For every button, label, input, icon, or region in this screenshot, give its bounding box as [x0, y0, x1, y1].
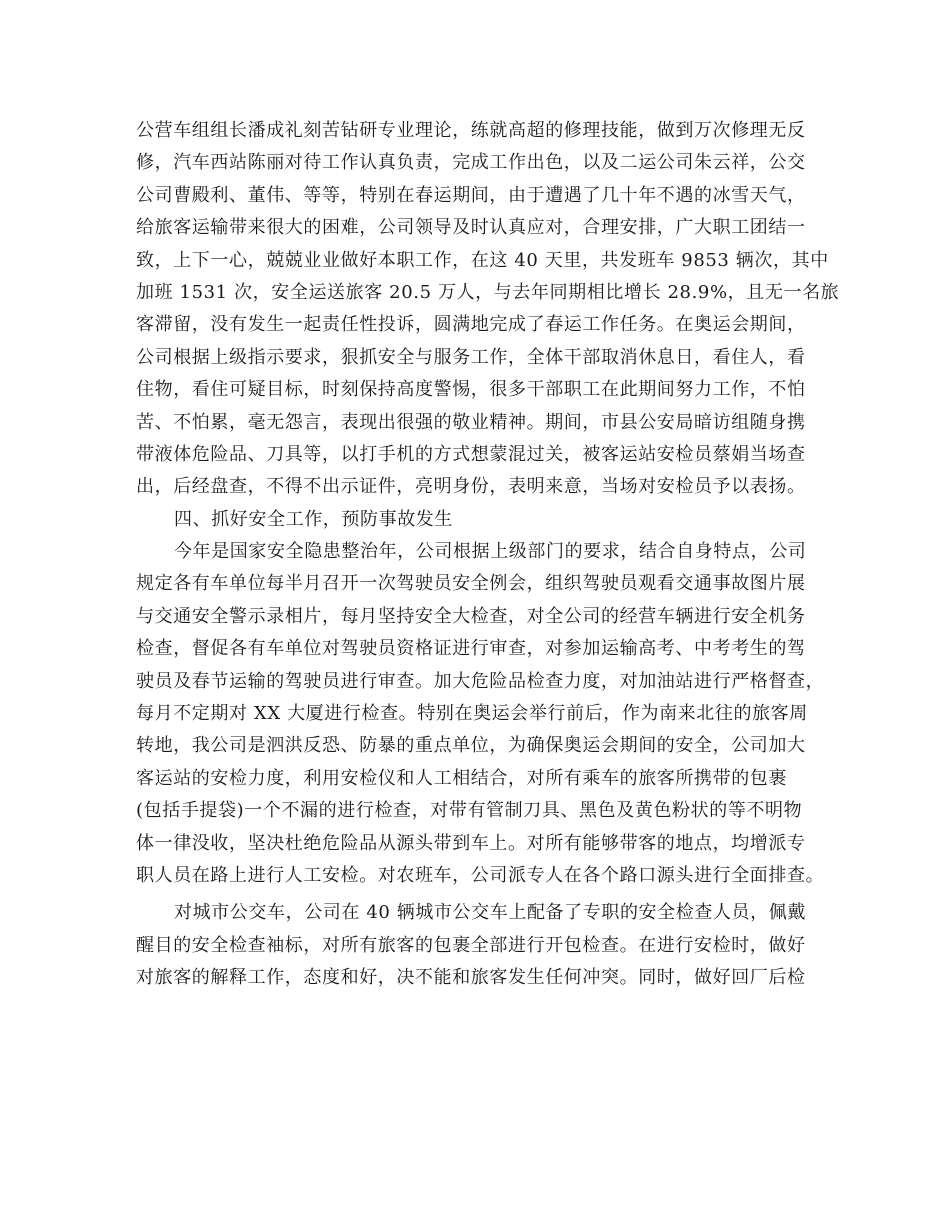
paragraph-bus	[136, 897, 826, 994]
text-line: 致，上下一心，兢兢业业做好本职工作，在这 40 天里，共发班车 9853 辆次，其中	[136, 249, 829, 271]
paragraph-continuation	[136, 115, 840, 504]
text-line: 规定各有车单位每半月召开一次驾驶员安全例会，组织驾驶员观看交通事故图片展	[136, 573, 806, 595]
text-line: 带液体危险品、刀具等，以打手机的方式想蒙混过关，被客运站安检员蔡娟当场查	[136, 443, 806, 465]
text-line: 驶员及春节运输的驾驶员进行审查。加大危险品检查力度，对加油站进行严格督查，	[136, 670, 825, 692]
text-line: 检查，督促各有车单位对驾驶员资格证进行审查，对参加运输高考、中考考生的驾	[136, 638, 806, 660]
text-line: 公营车组组长潘成礼刻苦钻研专业理论，练就高超的修理技能，做到万次修理无反	[136, 120, 806, 141]
paragraph-safety	[136, 536, 826, 892]
text-line: 醒目的安全检查袖标，对所有旅客的包裹全部进行开包检查。在进行安检时，做好	[136, 934, 806, 956]
text-line: 修，汽车西站陈丽对待工作认真负责，完成工作出色，以及二运公司朱云祥，公交	[136, 152, 806, 174]
text-line: 苦、不怕累，毫无怨言，表现出很强的敬业精神。期间，市县公安局暗访组随身携	[136, 411, 806, 433]
text-line: 出，后经盘查，不得不出示证件，亮明身份，表明来意，当场对安检员予以表扬。	[136, 476, 806, 498]
text-line: 对城市公交车，公司在 40 辆城市公交车上配备了专职的安全检查人员，佩戴	[174, 902, 806, 924]
text-line: 加班 1531 次，安全运送旅客 20.5 万人，与去年同期相比增长 28.9%，且无一名旅	[136, 281, 840, 303]
text-line: 给旅客运输带来很大的困难，公司领导及时认真应对，合理安排，广大职工团结一	[136, 217, 806, 239]
text-line: 体一律没收，坚决杜绝危险品从源头带到车上。对所有能够带客的地点，均增派专	[136, 832, 806, 854]
text-line: 客运站的安检力度，利用安检仪和人工相结合，对所有乘车的旅客所携带的包裹	[136, 767, 787, 789]
text-line: 与交通安全警示录相片，每月坚持安全大检查，对全公司的经营车辆进行安全机务	[136, 605, 806, 627]
section-heading: 四、抓好安全工作，预防事故发生	[174, 508, 453, 530]
text-line: 职人员在路上进行人工安检。对农班车，公司派专人在各个路口源头进行全面排查。	[136, 864, 825, 886]
text-line: 转地，我公司是泗洪反恐、防暴的重点单位，为确保奥运会期间的安全，公司加大	[136, 735, 806, 757]
text-line: 住物，看住可疑目标，时刻保持高度警惕，很多干部职工在此期间努力工作，不怕	[136, 379, 806, 401]
text-line: 公司根据上级指示要求，狠抓安全与服务工作，全体干部取消休息日，看住人，看	[136, 346, 806, 368]
text-line: 公司曹殿利、董伟、等等，特别在春运期间，由于遭遇了几十年不遇的冰雪天气，	[136, 184, 806, 206]
text-line: 对旅客的解释工作，态度和好，决不能和旅客发生任何冲突。同时，做好回厂后检	[136, 967, 806, 989]
text-line: 每月不定期对 XX 大厦进行检查。特别在奥运会举行前后，作为南来北往的旅客周	[136, 703, 808, 725]
text-line: (包括手提袋)一个不漏的进行检查，对带有管制刀具、黑色及黄色粉状的等不明物	[136, 800, 803, 822]
text-line: 客滞留，没有发生一起责任性投诉，圆满地完成了春运工作任务。在奥运会期间，	[136, 314, 806, 336]
document-body	[136, 115, 840, 995]
text-line: 今年是国家安全隐患整治年，公司根据上级部门的要求，结合自身特点，公司	[174, 541, 807, 563]
